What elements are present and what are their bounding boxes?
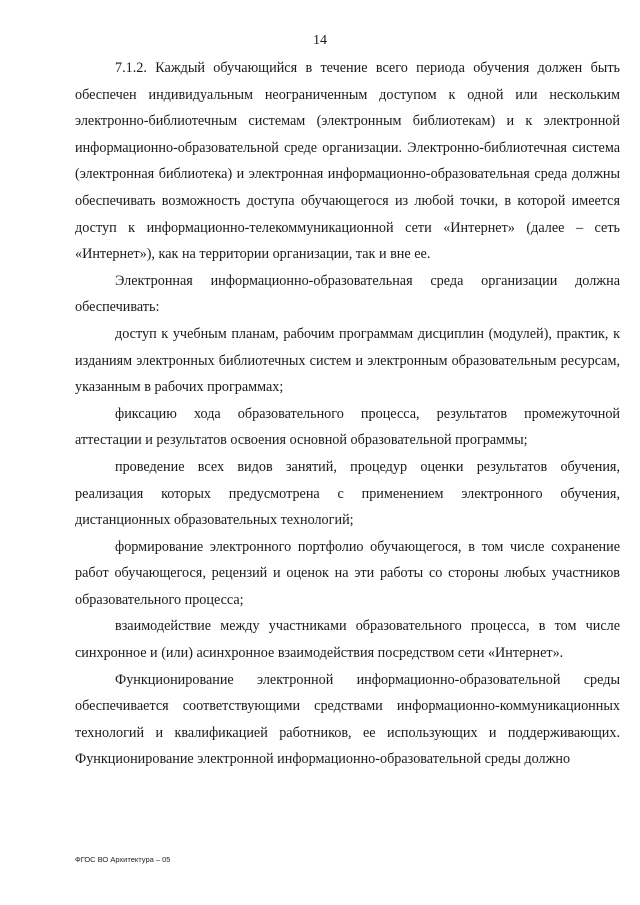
list-item-interaction: взаимодействие между участниками образовательного процесса, в том числе синхронное и (или) асинхронное взаимодействия посредством сети «Интернет». xyxy=(75,618,620,662)
list-item-access: доступ к учебным планам, рабочим программам дисциплин (модулей), практик, к изданиям электронных библиотечных систем и электронным образовательным ресурсам, указанным в рабочих программах; xyxy=(75,325,620,396)
paragraph-functioning: Функционирование электронной информационно-образовательной среды обеспечивается соответствующими средствами информационно-коммуникационных технологий и квалификацией работников, ее использующих и поддерживающих. Функционирование электронной информационно-образовательной среды должно xyxy=(75,671,620,768)
footer-document-code: ФГОС ВО Архитектура – 05 xyxy=(75,855,171,864)
document-body xyxy=(75,55,620,773)
paragraph-7-1-2: 7.1.2. Каждый обучающийся в течение всего периода обучения должен быть обеспечен индивидуальным неограниченным доступом к одной или нескольким электронно-библиотечным системам (электронным библиотекам) и к электронной информационно-образовательной среде организации. Электронно-библиотечная система (электронная библиотека) и электронная информационно-образовательная среда должны обеспечивать возможность доступа обучающегося из любой точки, в которой имеется доступ к информационно-телекоммуникационной сети «Интернет» (далее – сеть «Интернет»), как на территории организации, так и вне ее. xyxy=(75,60,620,263)
list-item-fixation: фиксацию хода образовательного процесса, результатов промежуточной аттестации и результатов освоения основной образовательной программы; xyxy=(75,405,620,449)
page-number: 14 xyxy=(313,33,327,48)
list-item-portfolio: формирование электронного портфолио обучающегося, в том числе сохранение работ обучающегося, рецензий и оценок на эти работы со стороны любых участников образовательного процесса; xyxy=(75,538,620,608)
list-item-conducting: проведение всех видов занятий, процедур оценки результатов обучения, реализация которых предусмотрена с применением электронного обучения, дистанционных образовательных технологий; xyxy=(75,458,620,529)
paragraph-eios-requirements: Электронная информационно-образовательная среда организации должна обеспечивать: xyxy=(75,272,620,316)
